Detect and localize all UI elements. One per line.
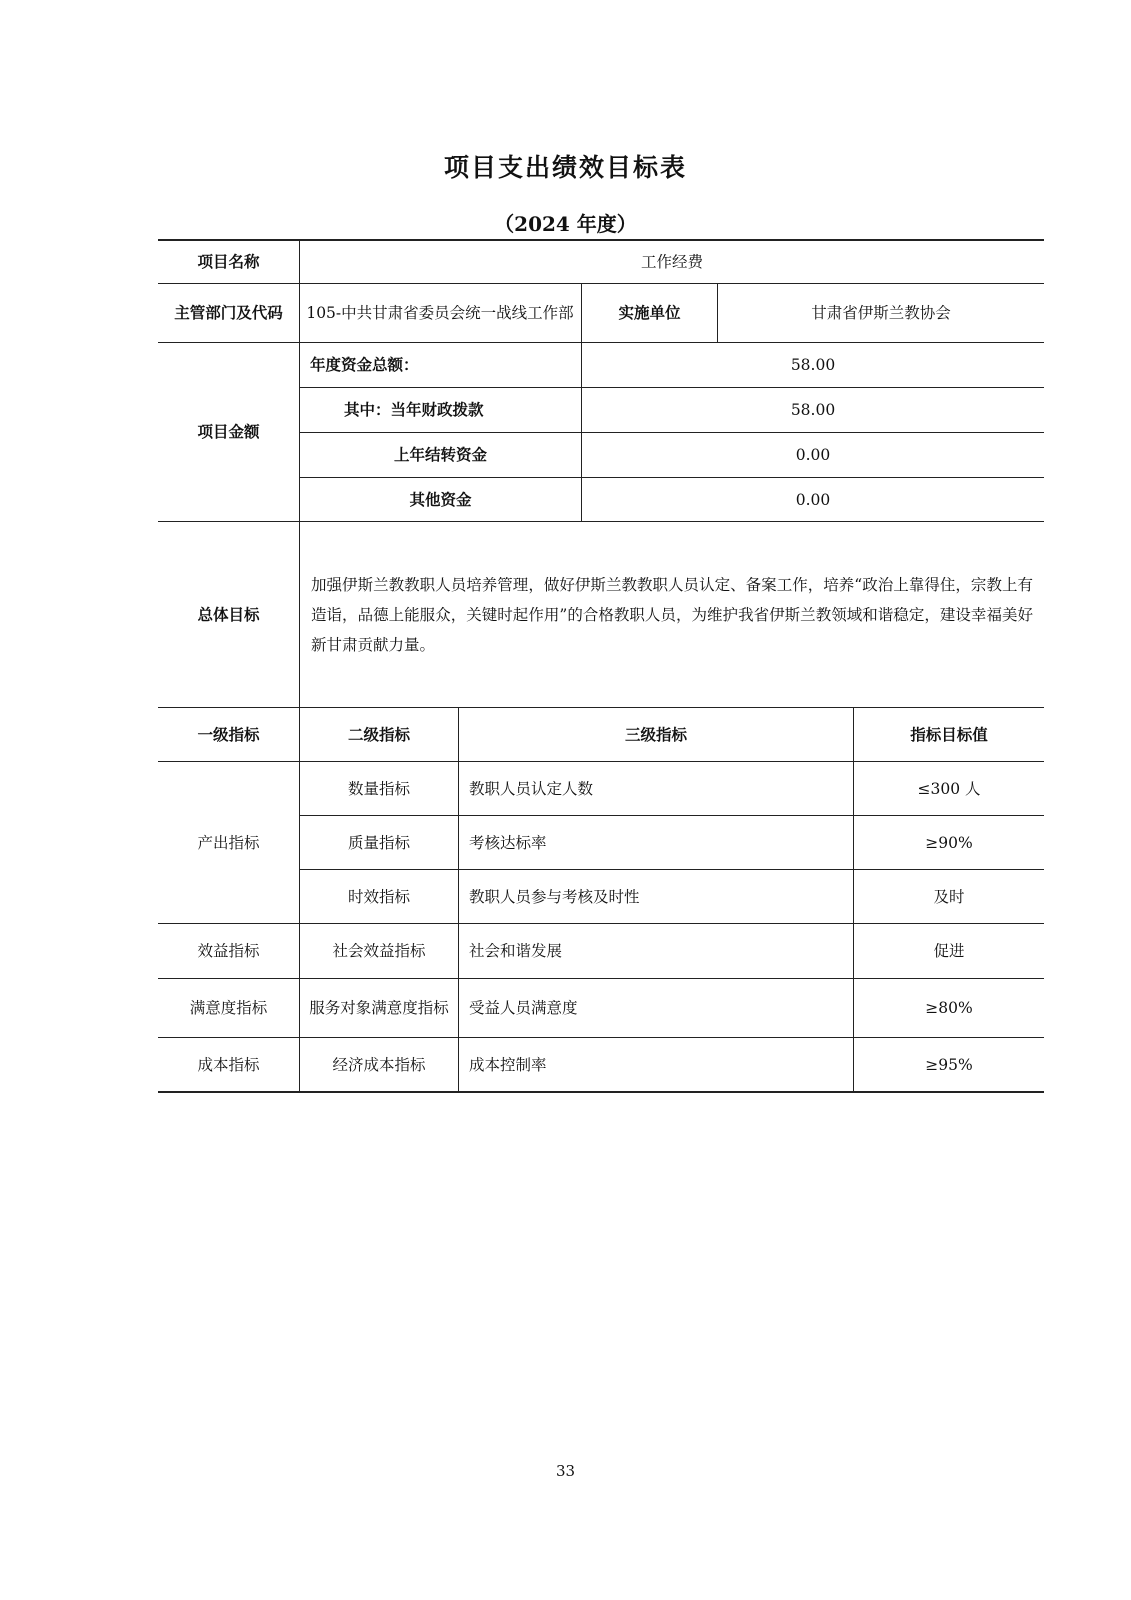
level3-cell: 受益人员满意度 [469,999,578,1017]
page-number: 33 [555,1462,576,1480]
project-name-value: 工作经费 [640,252,703,271]
target-cell: ≤300 人 [917,779,981,798]
level2-cell: 服务对象满意度指标 [309,999,449,1017]
level3-cell: 社会和谐发展 [469,942,563,960]
level3-cell: 成本控制率 [469,1055,547,1074]
level2-cell: 经济成本指标 [332,1055,426,1074]
page-subtitle: （2024 年度） [494,212,637,236]
level3-cell: 教职人员参与考核及时性 [469,887,640,906]
level1-benefit: 效益指标 [197,942,260,960]
funds-carryover-value: 0.00 [795,446,831,464]
level2-cell: 社会效益指标 [332,942,426,960]
target-cell: 及时 [933,887,965,906]
level1-cost: 成本指标 [197,1055,260,1074]
funds-total-label: 年度资金总额： [310,356,419,374]
level2-cell: 时效指标 [347,887,410,906]
level1-satisfaction: 满意度指标 [189,999,268,1017]
goal-label: 总体目标 [197,605,260,624]
level3-cell: 考核达标率 [469,833,547,852]
impl-value: 甘肃省伊斯兰教协会 [811,304,951,322]
level2-cell: 质量指标 [347,833,410,852]
funds-other-value: 0.00 [795,490,831,509]
funds-label: 项目金额 [197,423,260,441]
funds-other-label: 其他资金 [409,490,472,509]
dept-value: 105-中共甘肃省委员会统一战线工作部 [306,304,574,322]
funds-total-value: 58.00 [790,356,836,374]
page-title: 项目支出绩效目标表 [443,153,687,182]
funds-fiscal-value: 58.00 [790,401,836,419]
target-cell: ≥80% [925,999,973,1017]
impl-label: 实施单位 [618,304,681,322]
header-level3: 三级指标 [624,725,687,744]
level3-cell: 教职人员认定人数 [469,779,594,798]
target-cell: ≥95% [925,1055,973,1074]
funds-fiscal-label: 其中：当年财政拨款 [344,401,484,419]
target-cell: 促进 [933,942,965,960]
funds-carryover-label: 上年结转资金 [393,446,487,464]
dept-label: 主管部门及代码 [174,304,283,322]
project-name-label: 项目名称 [197,252,260,271]
level2-cell: 数量指标 [347,779,410,798]
header-level2: 二级指标 [347,725,410,744]
goal-text: 加强伊斯兰教教职人员培养管理，做好伊斯兰教教职人员认定、备案工作，培养“政治上靠得住，宗教上有造诣，品德上能服众，关键时起作用”的合格教职人员，为维护我省伊斯兰教领域和谐稳定，建设幸福美好新甘肃贡献力量。 [311,576,1033,654]
header-target: 指标目标值 [910,725,988,744]
header-level1: 一级指标 [197,725,260,744]
level1-output: 产出指标 [197,833,260,852]
target-cell: ≥90% [925,833,973,852]
